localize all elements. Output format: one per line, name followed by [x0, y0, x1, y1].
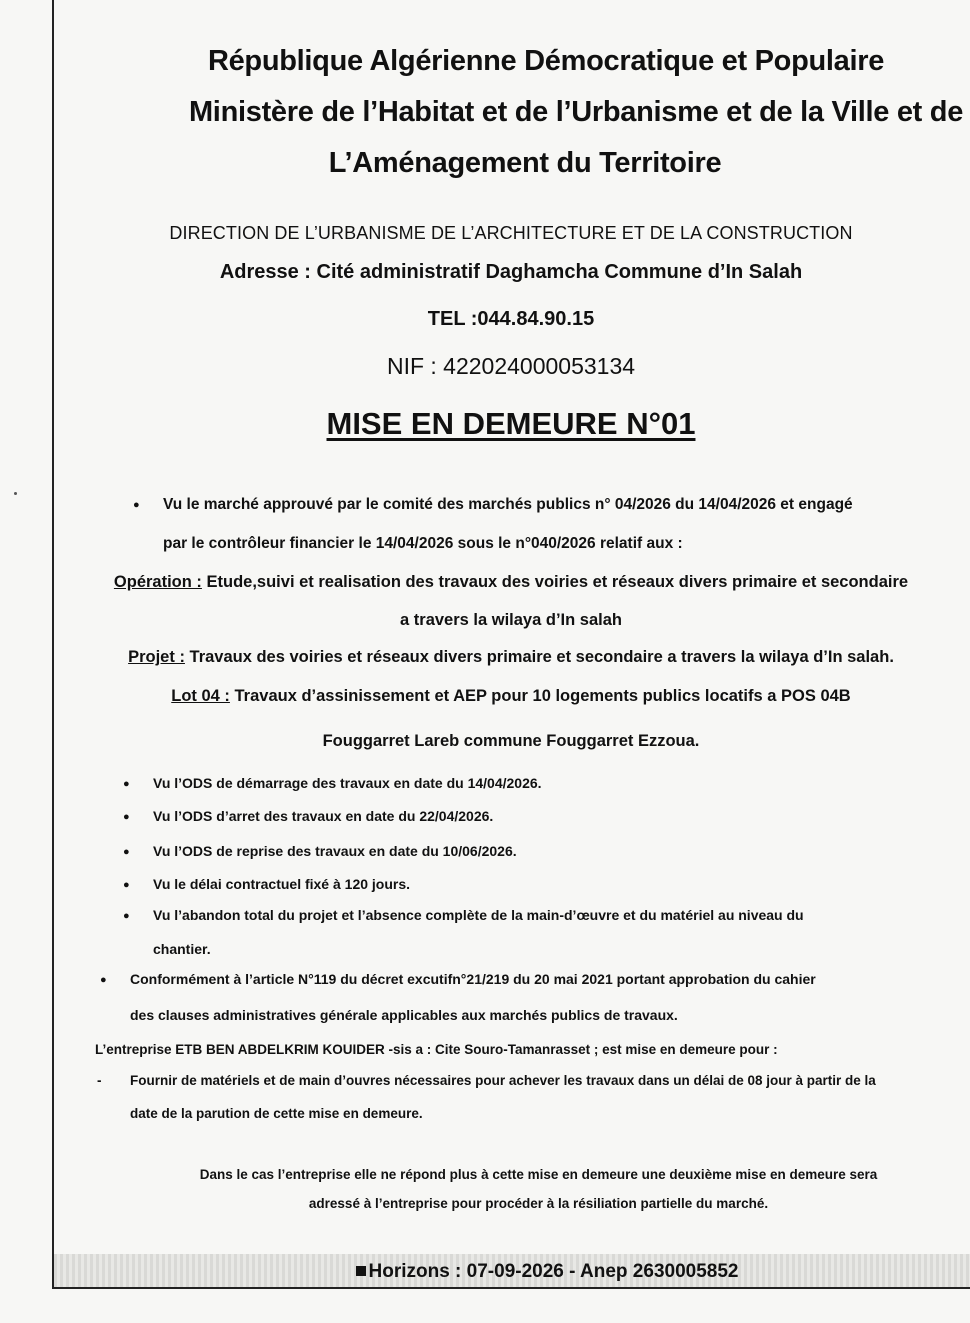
operation-label: Opération : [113, 573, 202, 591]
projet-text: Travaux des voiries et réseaux divers primaire et secondaire a travers la wilaya d’In salah. [184, 648, 894, 666]
page-border [52, 0, 970, 1289]
vu-delai: ● Vu le délai contractuel fixé à 120 jours. [153, 876, 410, 892]
operation [52, 573, 970, 592]
projet [52, 648, 970, 667]
country-title: République Algérienne Démocratique et Populaire [207, 45, 885, 77]
entreprise-statement: L’entreprise ETB BEN ABDELKRIM KOUIDER -sis a : Cite Souro-Tamanrasset ; est mise en demeure pour : [95, 1042, 778, 1057]
lot-line2: Fouggarret Lareb commune Fouggarret Ezzoua. [322, 732, 700, 750]
vu-marche-line1: ● Vu le marché approuvé par le comité des marchés publics n° 04/2026 du 14/04/2026 et engagé [163, 496, 853, 514]
lot [52, 687, 970, 706]
publication-footer [54, 1254, 970, 1287]
closing-line2: adressé à l’entreprise pour procéder à la résiliation partielle du marché. [308, 1196, 769, 1211]
operation-text: Etude,suivi et realisation des travaux des voiries et réseaux divers primaire et secondaire [201, 573, 909, 591]
lot-label: Lot 04 : [171, 687, 230, 705]
scan-speck [14, 492, 17, 495]
vu-marche-line2: par le contrôleur financier le 14/04/2026 sous le n°040/2026 relatif aux : [163, 535, 683, 552]
telephone: TEL :044.84.90.15 [427, 308, 595, 330]
fournir-line2: date de la parution de cette mise en demeure. [130, 1106, 423, 1121]
vu-ods-reprise: ● Vu l’ODS de reprise des travaux en date du 10/06/2026. [153, 843, 517, 859]
closing-line1: Dans le cas l’entreprise elle ne répond plus à cette mise en demeure une deuxième mise en demeure sera [199, 1167, 878, 1182]
vu-ods-arret: ● Vu l’ODS d’arret des travaux en date du 22/04/2026. [153, 808, 493, 824]
vu-ods-demarrage: ● Vu l’ODS de démarrage des travaux en date du 14/04/2026. [153, 775, 542, 791]
ministry-title-cont: L’Aménagement du Territoire [328, 147, 722, 179]
letterhead [52, 36, 970, 189]
ministry-title: Ministère de l’Habitat et de l’Urbanisme et de la Ville et de [188, 96, 964, 128]
direction-name: DIRECTION DE L’URBANISME DE L’ARCHITECTURE ET DE LA CONSTRUCTION [169, 223, 853, 243]
conformement-line2: des clauses administratives générale applicables aux marchés publics de travaux. [130, 1007, 678, 1023]
conformement-line1: ● Conformément à l’article N°119 du décret excutifn°21/219 du 20 mai 2021 portant approbation du cahier [130, 971, 816, 987]
square-bullet-icon [356, 1266, 366, 1276]
nif-number: NIF : 422024000053134 [386, 353, 636, 379]
vu-abandon: ● Vu l’abandon total du projet et l’absence complète de la main-d’œuvre et du matériel au niveau du [153, 907, 804, 923]
vu-abandon-cont: chantier. [153, 941, 211, 957]
projet-label: Projet : [128, 648, 185, 666]
document-title: MISE EN DEMEURE N°01 [326, 406, 696, 441]
address: Adresse : Cité administratif Daghamcha Commune d’In Salah [219, 261, 803, 283]
fournir-line1: - Fournir de matériels et de main d’ouvres nécessaires pour achever les travaux dans un délai de 08 jour à partir de la [130, 1073, 876, 1088]
operation-line2: a travers la wilaya d’In salah [400, 611, 622, 629]
lot-text: Travaux d’assinissement et AEP pour 10 logements publics locatifs a POS 04B [229, 687, 851, 705]
footer-text: Horizons : 07-09-2026 - Anep 2630005852 [368, 1261, 739, 1282]
